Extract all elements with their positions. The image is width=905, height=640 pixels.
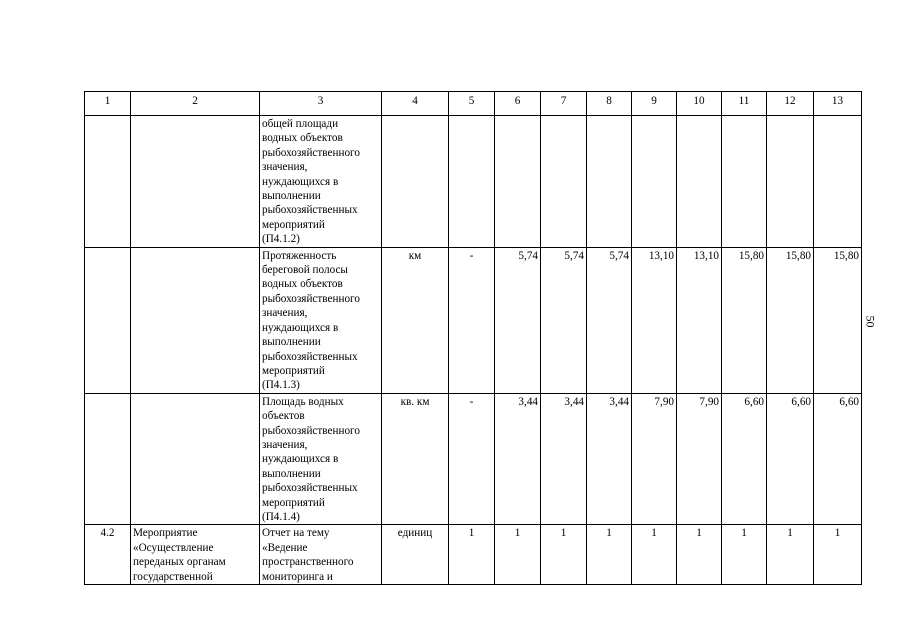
cell-value: 3,44 bbox=[541, 393, 587, 525]
cell-value bbox=[814, 116, 862, 248]
cell-indicator: общей площади водных объектов рыбохозяйственного значения, нуждающихся в выполнении рыбохозяйственных мероприятий (П4.1.2) bbox=[260, 116, 382, 248]
cell-value: 1 bbox=[587, 525, 632, 585]
cell-value: 6,60 bbox=[767, 393, 814, 525]
cell-value bbox=[722, 116, 767, 248]
cell-value: 1 bbox=[495, 525, 541, 585]
cell-measure: Мероприятие «Осуществление переданых органам государственной bbox=[131, 525, 260, 585]
cell-value bbox=[495, 116, 541, 248]
cell-value: 1 bbox=[767, 525, 814, 585]
indicators-table bbox=[84, 91, 862, 585]
page-number: 50 bbox=[863, 315, 878, 328]
cell-value: 15,80 bbox=[722, 247, 767, 393]
cell-value: 7,90 bbox=[632, 393, 677, 525]
header-cell: 7 bbox=[541, 92, 587, 116]
cell-value bbox=[587, 116, 632, 248]
header-cell: 13 bbox=[814, 92, 862, 116]
cell-indicator: Отчет на тему «Ведение пространственного мониторинга и bbox=[260, 525, 382, 585]
cell-value: 5,74 bbox=[587, 247, 632, 393]
cell-value: - bbox=[449, 247, 495, 393]
table-header-row bbox=[85, 92, 862, 116]
cell-value: 1 bbox=[677, 525, 722, 585]
table-row bbox=[85, 116, 862, 248]
cell-value: 15,80 bbox=[814, 247, 862, 393]
cell-value: 6,60 bbox=[722, 393, 767, 525]
table-row bbox=[85, 525, 862, 585]
cell-value: 1 bbox=[814, 525, 862, 585]
cell-measure bbox=[131, 116, 260, 248]
cell-unit: кв. км bbox=[382, 393, 449, 525]
cell-value bbox=[632, 116, 677, 248]
cell-value bbox=[767, 116, 814, 248]
cell-unit: единиц bbox=[382, 525, 449, 585]
header-cell: 12 bbox=[767, 92, 814, 116]
cell-value: 7,90 bbox=[677, 393, 722, 525]
cell-value: 1 bbox=[541, 525, 587, 585]
cell-value: - bbox=[449, 393, 495, 525]
table-row bbox=[85, 393, 862, 525]
header-cell: 4 bbox=[382, 92, 449, 116]
cell-measure bbox=[131, 393, 260, 525]
cell-value: 5,74 bbox=[495, 247, 541, 393]
cell-indicator: Площадь водных объектов рыбохозяйственного значения, нуждающихся в выполнении рыбохозяйственных мероприятий (П4.1.4) bbox=[260, 393, 382, 525]
cell-number bbox=[85, 116, 131, 248]
cell-value bbox=[449, 116, 495, 248]
header-cell: 5 bbox=[449, 92, 495, 116]
header-cell: 2 bbox=[131, 92, 260, 116]
cell-number bbox=[85, 393, 131, 525]
cell-unit: км bbox=[382, 247, 449, 393]
cell-value: 13,10 bbox=[632, 247, 677, 393]
header-cell: 1 bbox=[85, 92, 131, 116]
cell-value: 1 bbox=[449, 525, 495, 585]
cell-value bbox=[677, 116, 722, 248]
header-cell: 3 bbox=[260, 92, 382, 116]
cell-value: 1 bbox=[632, 525, 677, 585]
cell-measure bbox=[131, 247, 260, 393]
header-cell: 11 bbox=[722, 92, 767, 116]
header-cell: 10 bbox=[677, 92, 722, 116]
cell-value: 5,74 bbox=[541, 247, 587, 393]
table-row bbox=[85, 247, 862, 393]
cell-value: 1 bbox=[722, 525, 767, 585]
cell-indicator: Протяженность береговой полосы водных объектов рыбохозяйственного значения, нуждающихся в выполнении рыбохозяйственных мероприятий (П4.1.3) bbox=[260, 247, 382, 393]
cell-value: 3,44 bbox=[495, 393, 541, 525]
cell-value: 6,60 bbox=[814, 393, 862, 525]
cell-value: 15,80 bbox=[767, 247, 814, 393]
cell-value: 13,10 bbox=[677, 247, 722, 393]
header-cell: 8 bbox=[587, 92, 632, 116]
cell-number bbox=[85, 247, 131, 393]
cell-number: 4.2 bbox=[85, 525, 131, 585]
cell-value bbox=[541, 116, 587, 248]
header-cell: 6 bbox=[495, 92, 541, 116]
cell-unit bbox=[382, 116, 449, 248]
cell-value: 3,44 bbox=[587, 393, 632, 525]
header-cell: 9 bbox=[632, 92, 677, 116]
